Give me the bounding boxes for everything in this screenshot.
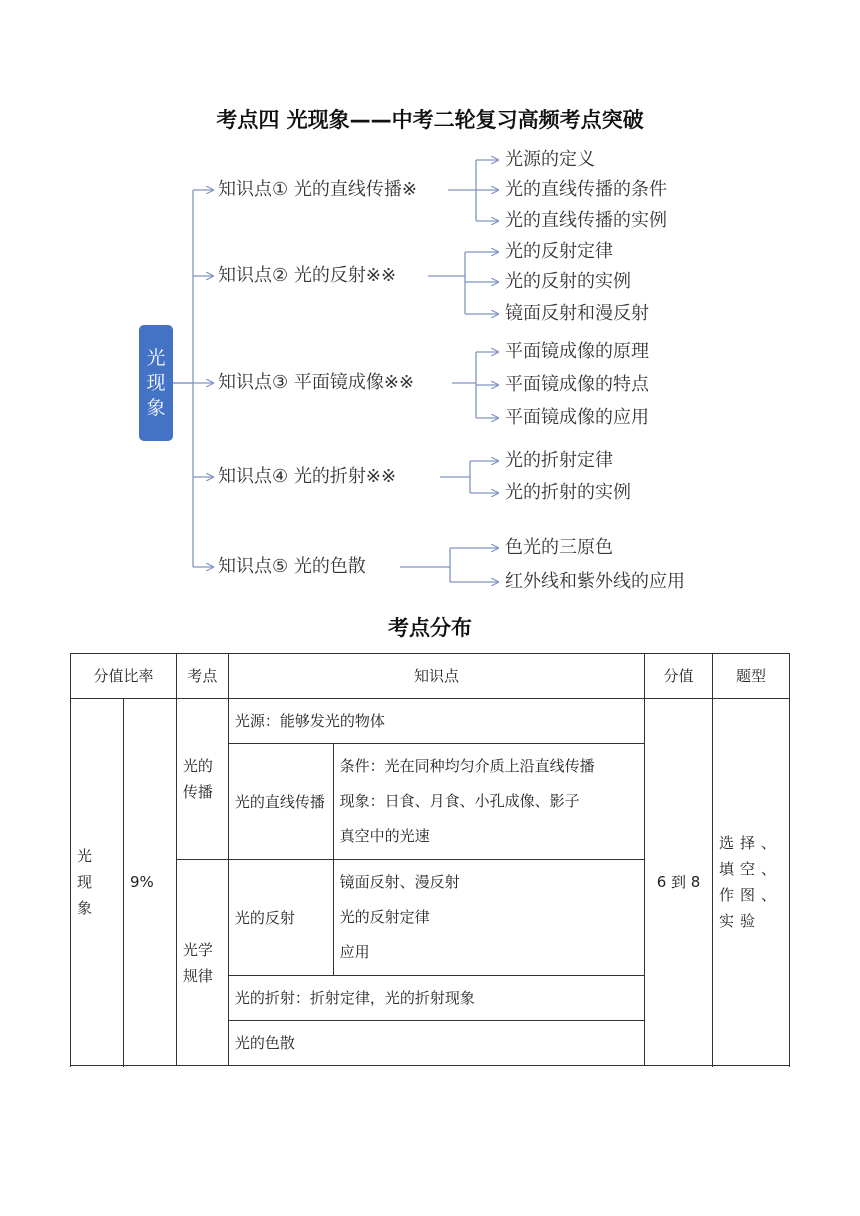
branch-node: 知识点③ 平面镜成像※※ xyxy=(218,372,415,393)
leaf-node: 光的直线传播的条件 xyxy=(505,179,667,200)
mindmap-root xyxy=(139,325,173,441)
branch-node: 知识点① 光的直线传播※ xyxy=(218,179,417,200)
detail-line: 现象：日食、月食、小孔成像、影子 xyxy=(339,792,580,810)
detail-line: 镜面反射、漫反射 xyxy=(339,873,460,891)
page-title: 考点四 光现象——中考二轮复习高频考点突破 xyxy=(216,108,644,132)
distribution-table xyxy=(70,653,790,1066)
leaf-node: 光源的定义 xyxy=(505,149,595,170)
table-header-row xyxy=(71,654,790,699)
header-point: 考点 xyxy=(176,654,228,699)
header-type: 题型 xyxy=(712,654,789,699)
leaf-node: 光的反射的实例 xyxy=(505,271,631,292)
qtype-cell: 选择、填空、作图、实验 xyxy=(712,699,789,1066)
branch-node: 知识点⑤ 光的色散 xyxy=(218,556,366,577)
leaf-node: 镜面反射和漫反射 xyxy=(505,303,649,324)
branch-node: 知识点④ 光的折射※※ xyxy=(218,466,397,487)
score-cell: 6 到 8 xyxy=(645,699,713,1066)
root-char: 光 xyxy=(146,346,166,369)
percent-cell: 9% xyxy=(123,699,176,1066)
group1-cell: 光的传播 xyxy=(176,699,228,860)
detail-line: 光的反射定律 xyxy=(339,908,430,926)
section-title: 考点分布 xyxy=(388,616,472,640)
detail-line: 条件：光在同种均匀介质上沿直线传播 xyxy=(339,757,595,775)
branch-node: 知识点② 光的反射※※ xyxy=(218,265,397,286)
group2-cell: 光学规律 xyxy=(176,860,228,1066)
g2-row2-cell: 光的折射：折射定律，光的折射现象 xyxy=(228,976,644,1021)
g2-row3-cell: 光的色散 xyxy=(228,1021,644,1066)
g2-sub-cell: 光的反射 xyxy=(228,860,333,976)
chapter-cell: 光现象 xyxy=(71,699,124,1066)
leaf-node: 光的直线传播的实例 xyxy=(505,210,667,231)
header-score: 分值 xyxy=(645,654,713,699)
leaf-node: 光的折射定律 xyxy=(505,450,613,471)
root-char: 象 xyxy=(146,396,166,419)
g1-sub-cell: 光的直线传播 xyxy=(228,744,333,860)
leaf-node: 红外线和紫外线的应用 xyxy=(505,571,685,592)
g2-details-cell xyxy=(333,860,644,976)
leaf-node: 平面镜成像的原理 xyxy=(505,341,649,362)
leaf-node: 色光的三原色 xyxy=(505,537,613,558)
detail-line: 真空中的光速 xyxy=(339,827,430,845)
g1-row1-cell: 光源：能够发光的物体 xyxy=(228,699,644,744)
leaf-node: 光的折射的实例 xyxy=(505,482,631,503)
leaf-node: 平面镜成像的特点 xyxy=(505,374,649,395)
g1-details-cell xyxy=(333,744,644,860)
leaf-node: 平面镜成像的应用 xyxy=(505,407,649,428)
root-char: 现 xyxy=(146,371,166,394)
detail-line: 应用 xyxy=(339,943,370,961)
header-knowledge: 知识点 xyxy=(228,654,644,699)
header-ratio: 分值比率 xyxy=(71,654,177,699)
table-row xyxy=(71,699,790,744)
leaf-node: 光的反射定律 xyxy=(505,241,613,262)
